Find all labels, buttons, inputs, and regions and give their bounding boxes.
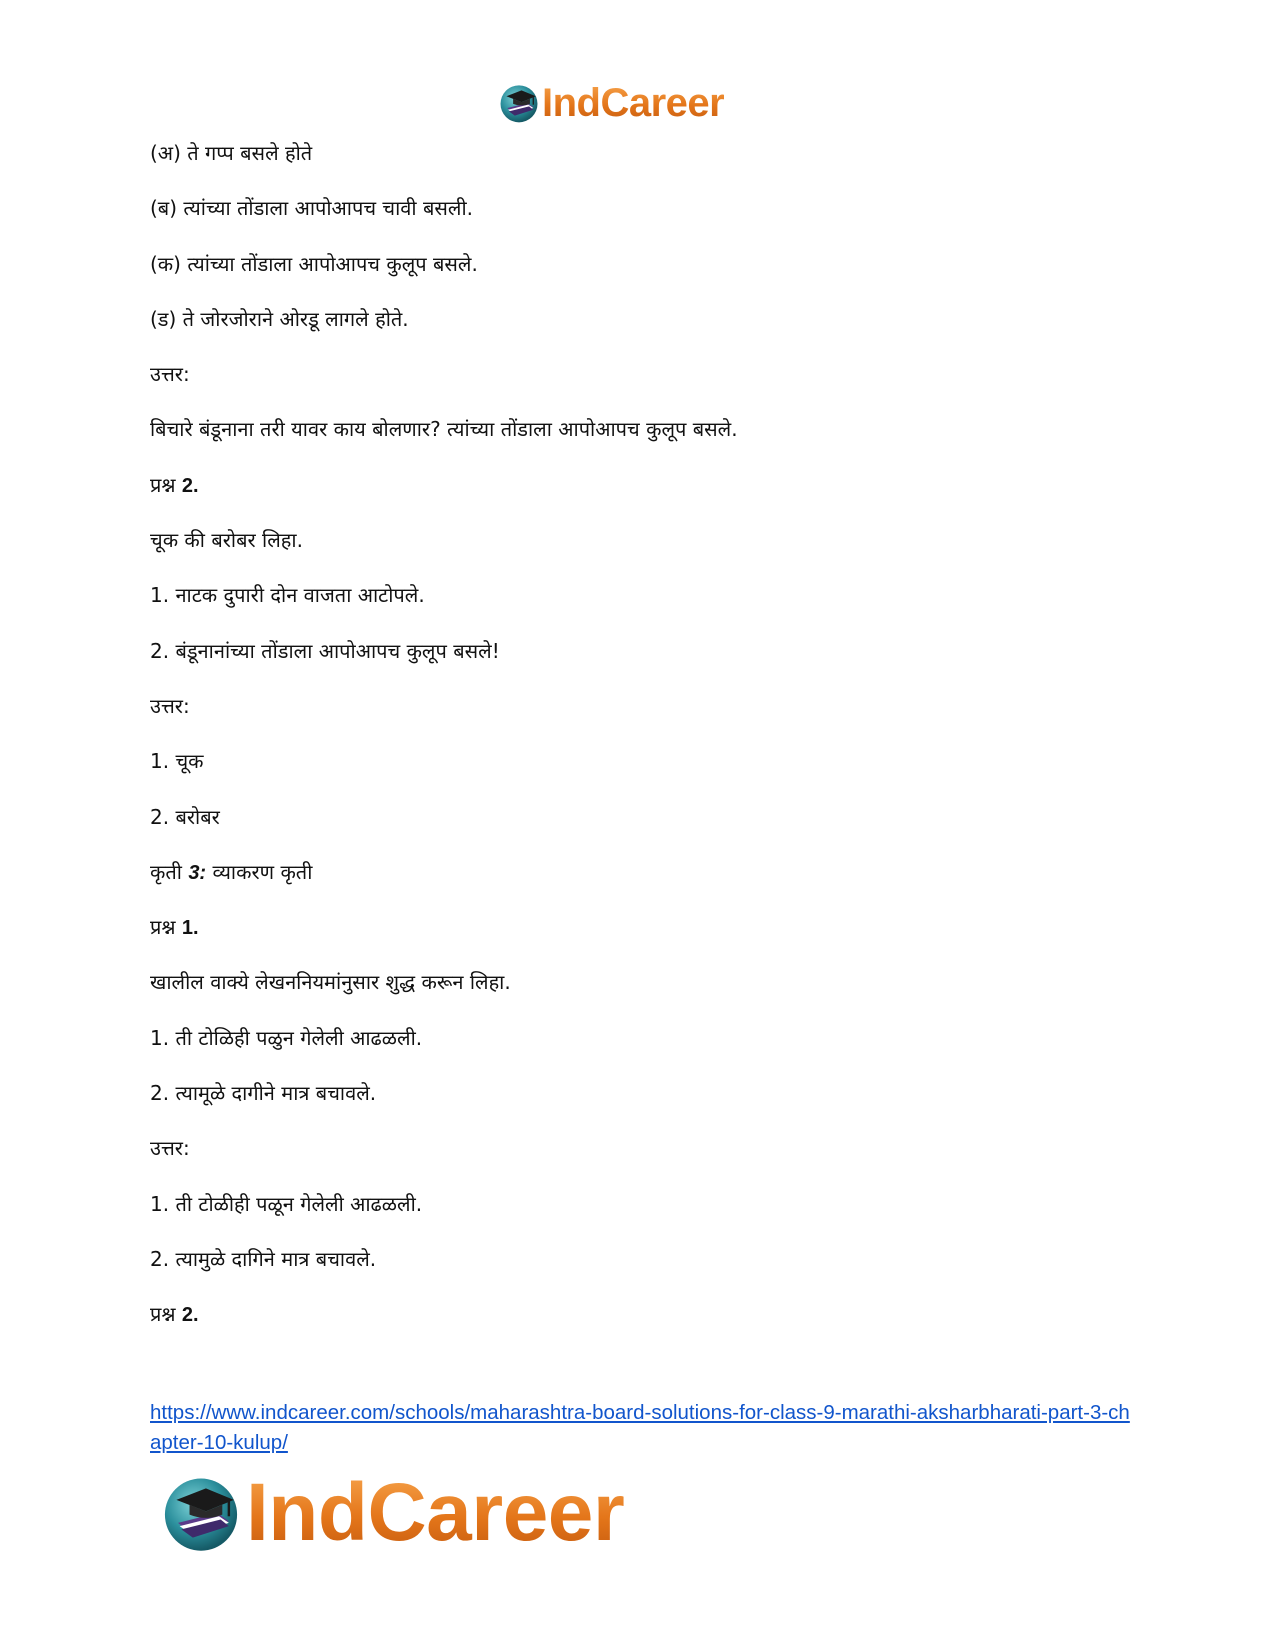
source-link[interactable]: https://www.indcareer.com/schools/maharashtra-board-solutions-for-class-9-marathi-aksharbharati-part-3-chapter-10-kulup/ bbox=[150, 1401, 1130, 1454]
question-number: 2. bbox=[181, 1304, 199, 1327]
section-heading: कृती 3: व्याकरण कृती bbox=[150, 859, 313, 884]
sentence-item: 1. ती टोळिही पळुन गेलेली आढळली. bbox=[150, 1025, 423, 1050]
option-d: (ड) ते जोरजोराने ओरडू लागले होते. bbox=[150, 306, 409, 331]
answer-heading: उत्तर: bbox=[150, 362, 190, 387]
question-heading: प्रश्न 1. bbox=[150, 915, 199, 940]
section-number: 3: bbox=[188, 861, 207, 884]
answer-text: बिचारे बंडूनाना तरी यावर काय बोलणार? त्यांच्या तोंडाला आपोआपच कुलूप बसले. bbox=[150, 417, 738, 442]
header-logo bbox=[498, 78, 724, 128]
answer-item: 1. चूक bbox=[150, 749, 204, 774]
question-heading: प्रश्न 2. bbox=[150, 472, 199, 497]
brand-name: IndCareer bbox=[542, 81, 725, 125]
answer-item: 2. बरोबर bbox=[150, 804, 220, 829]
answer-item: 2. त्यामुळे दागिने मात्र बचावले. bbox=[150, 1246, 377, 1271]
question-heading: प्रश्न 2. bbox=[150, 1302, 199, 1327]
question-number: 2. bbox=[181, 474, 199, 497]
statement-item: 1. नाटक दुपारी दोन वाजता आटोपले. bbox=[150, 583, 425, 608]
sentence-item: 2. त्यामूळे दागीने मात्र बचावले. bbox=[150, 1081, 377, 1106]
question-number: 1. bbox=[181, 917, 199, 940]
option-a: (अ) ते गप्प बसले होते bbox=[150, 141, 313, 165]
answer-item: 1. ती टोळीही पळून गेलेली आढळली. bbox=[150, 1191, 423, 1216]
question-instruction: खालील वाक्ये लेखननियमांनुसार शुद्ध करून लिहा. bbox=[150, 970, 511, 995]
graduation-cap-book-globe-icon bbox=[498, 82, 540, 124]
statement-item: 2. बंडूनानांच्या तोंडाला आपोआपच कुलूप बसले! bbox=[150, 638, 500, 663]
question-instruction: चूक की बरोबर लिहा. bbox=[150, 528, 303, 553]
answer-heading: उत्तर: bbox=[150, 693, 190, 718]
answer-heading: उत्तर: bbox=[150, 1136, 190, 1161]
footer-logo bbox=[160, 1468, 624, 1558]
document-body bbox=[150, 138, 1150, 1355]
graduation-cap-book-globe-icon bbox=[160, 1472, 242, 1554]
option-b: (ब) त्यांच्या तोंडाला आपोआपच चावी बसली. bbox=[150, 196, 473, 221]
brand-name: IndCareer bbox=[246, 1467, 625, 1558]
option-c: (क) त्यांच्या तोंडाला आपोआपच कुलूप बसले. bbox=[150, 251, 478, 276]
